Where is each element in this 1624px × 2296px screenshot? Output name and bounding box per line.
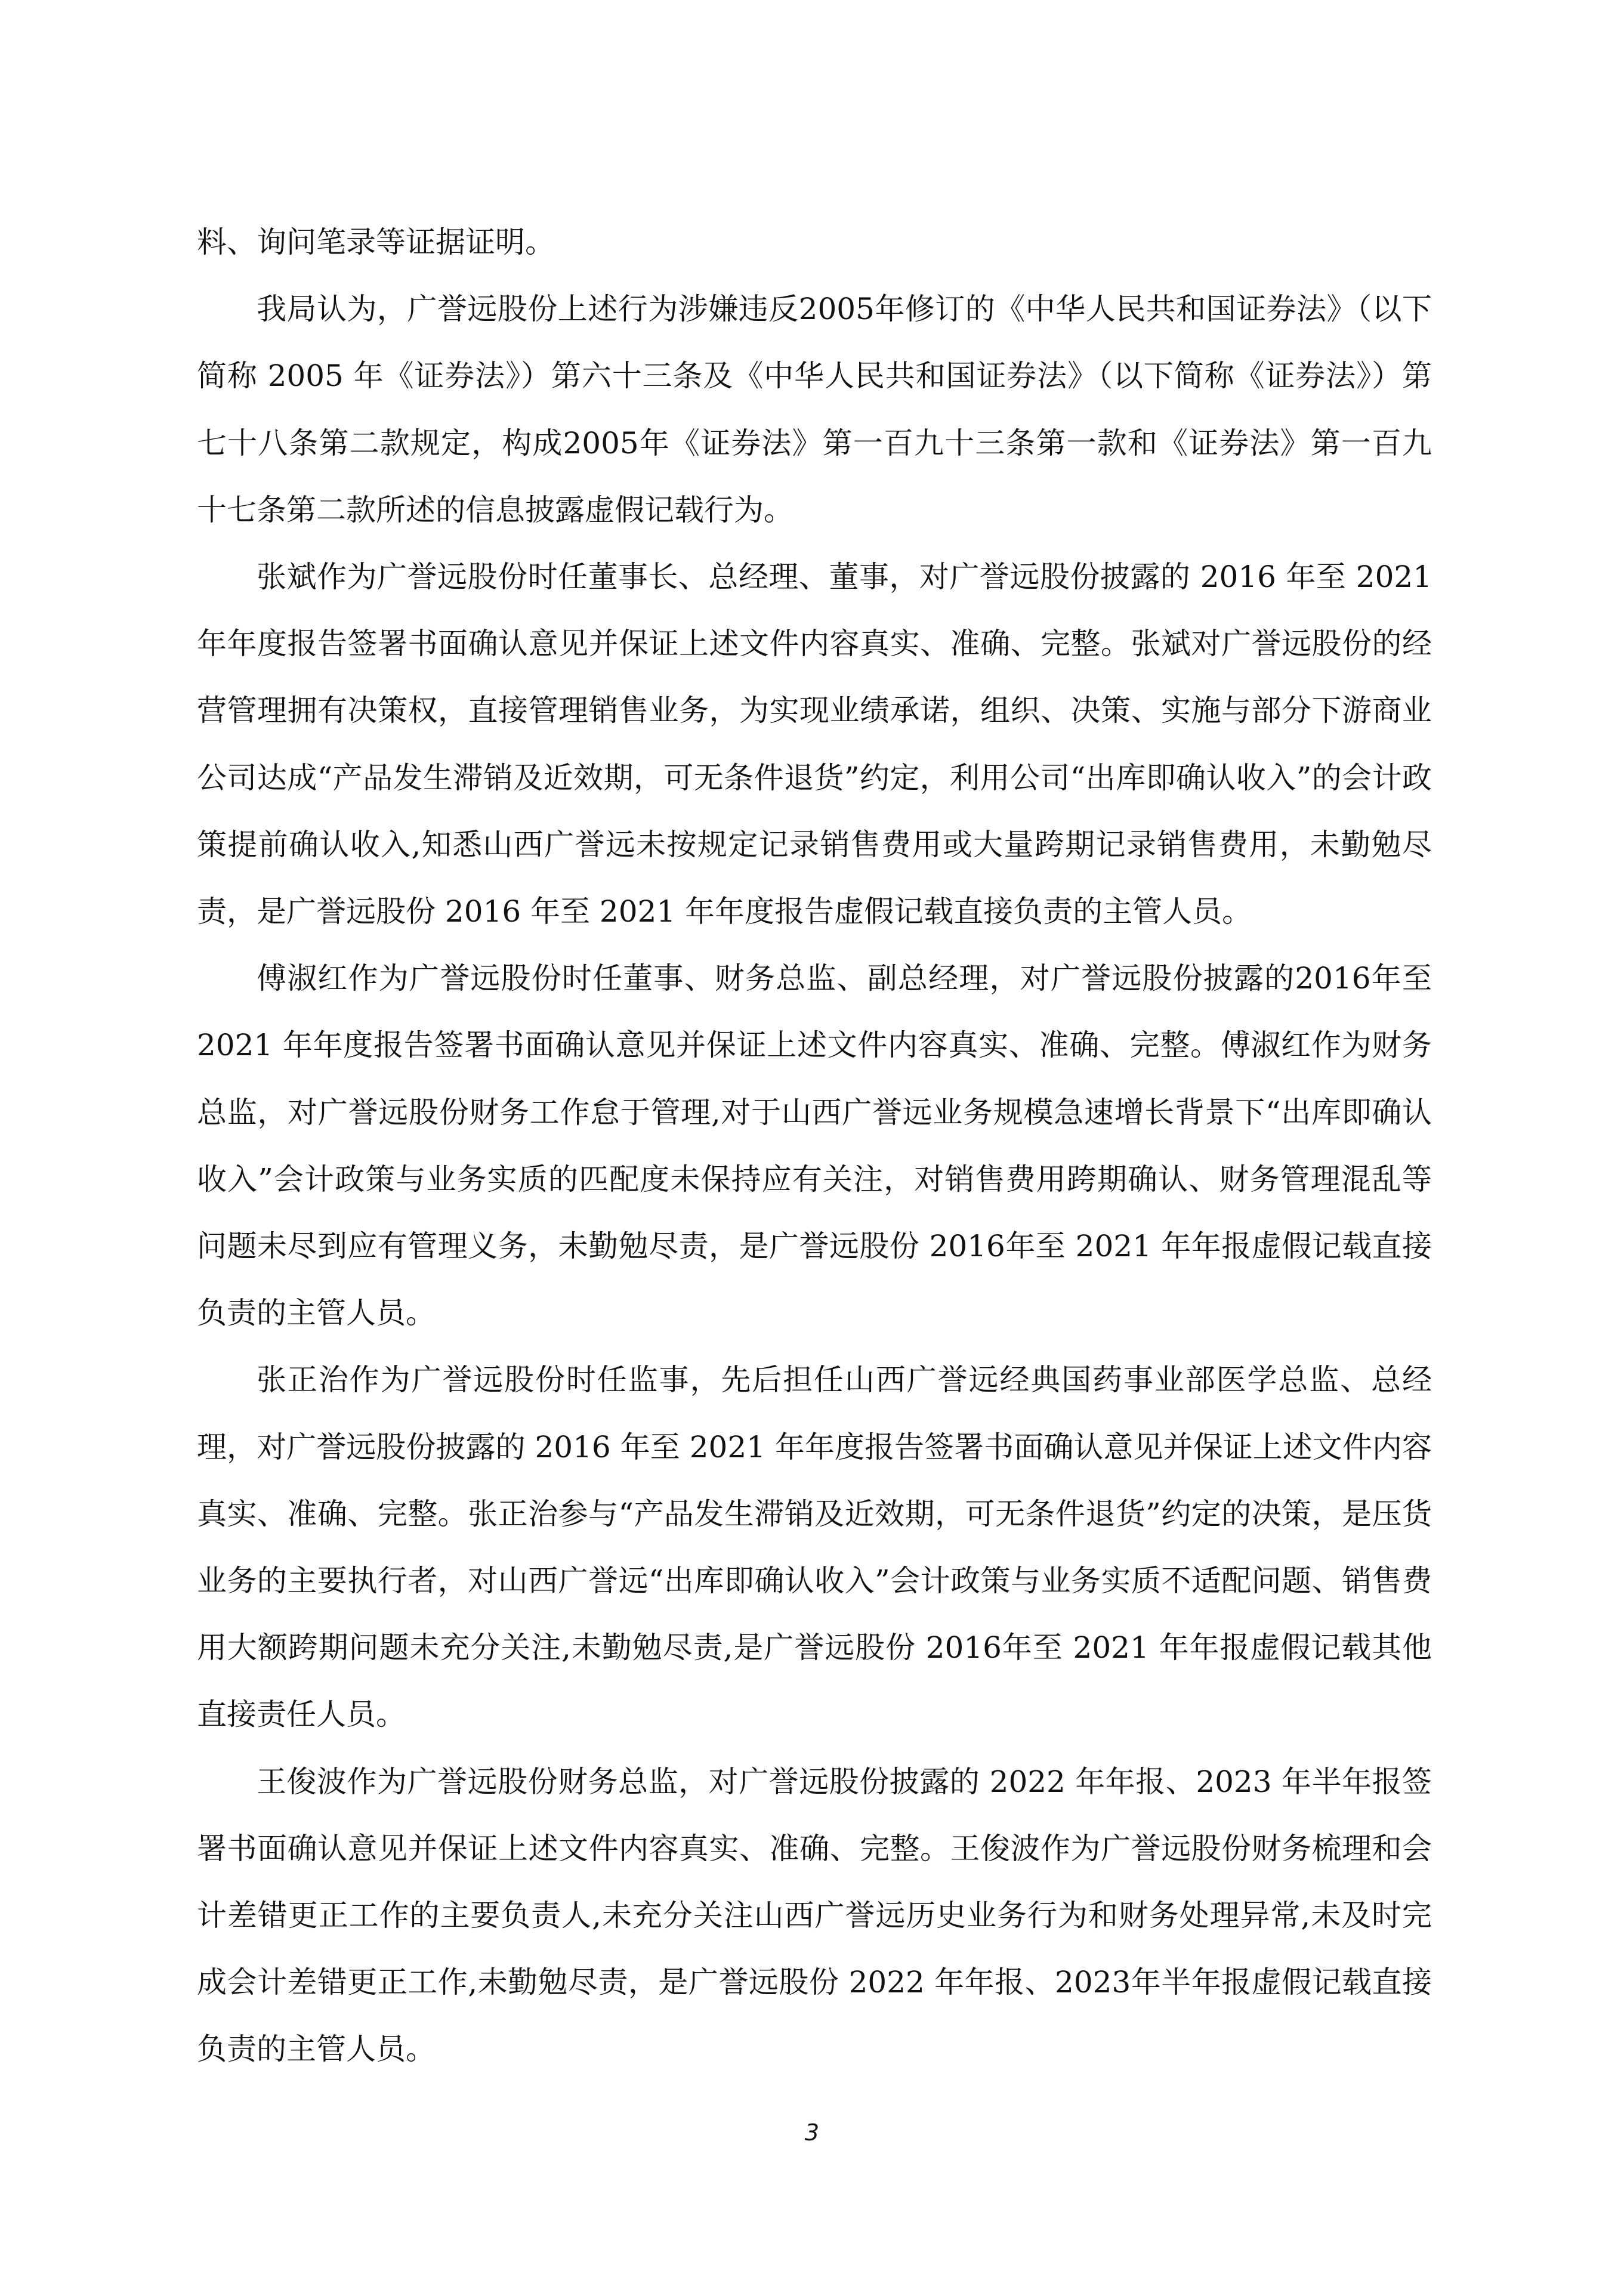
page-number: 3 [804,2119,820,2146]
paragraph-finding: 我局认为，广誉远股份上述行为涉嫌违反2005年修订的《中华人民共和国证券法》（以下简称 2005 年《证券法》）第六十三条及《中华人民共和国证券法》（以下简称《证券法》）第七十八条第二款规定，构成2005年《证券法》第一百九十三条第一款和《证券法》第一百九十七条第二款所述的信息披露虚假记载行为。 [197,292,1432,527]
paragraph-wang-junbo: 王俊波作为广誉远股份财务总监，对广誉远股份披露的 2022 年年报、2023 年半年报签署书面确认意见并保证上述文件内容真实、准确、完整。王俊波作为广誉远股份财务梳理和会计差错更正工作的主要负责人,未充分关注山西广誉远历史业务行为和财务处理异常,未及时完成会计差错更正工作,未勤勉尽责，是广誉远股份 2022 年年报、2023年半年报虚假记载直接负责的主管人员。 [197,1764,1432,2067]
paragraph-zhang-zhengzhi: 张正治作为广誉远股份时任监事，先后担任山西广誉远经典国药事业部医学总监、总经理，对广誉远股份披露的 2016 年至 2021 年年度报告签署书面确认意见并保证上述文件内容真实、准确、完整。张正治参与“产品发生滞销及近效期，可无条件退货”约定的决策，是压货业务的主要执行者，对山西广誉远“出库即确认收入”会计政策与业务实质不适配问题、销售费用大额跨期问题未充分关注,未勤勉尽责,是广誉远股份 2016年至 2021 年年报虚假记载其他直接责任人员。 [197,1362,1432,1732]
paragraph-fu-shuhong: 傅淑红作为广誉远股份时任董事、财务总监、副总经理，对广誉远股份披露的2016年至 2021 年年度报告签署书面确认意见并保证上述文件内容真实、准确、完整。傅淑红作为财务总监，对广誉远股份财务工作怠于管理,对于山西广誉远业务规模急速增长背景下“出库即确认收入”会计政策与业务实质的匹配度未保持应有关注，对销售费用跨期确认、财务管理混乱等问题未尽到应有管理义务，未勤勉尽责，是广誉远股份 2016年至 2021 年年报虚假记载直接负责的主管人员。 [197,961,1432,1331]
document-body [197,209,1432,2083]
paragraph-continuation: 料、询问笔录等证据证明。 [197,225,555,259]
paragraph-zhang-bin: 张斌作为广誉远股份时任董事长、总经理、董事，对广誉远股份披露的 2016 年至 2021年年度报告签署书面确认意见并保证上述文件内容真实、准确、完整。张斌对广誉远股份的经营管理拥有决策权，直接管理销售业务，为实现业绩承诺，组织、决策、实施与部分下游商业公司达成“产品发生滞销及近效期，可无条件退货”约定，利用公司“出库即确认收入”的会计政策提前确认收入,知悉山西广誉远未按规定记录销售费用或大量跨期记录销售费用，未勤勉尽责，是广誉远股份 2016 年至 2021 年年度报告虚假记载直接负责的主管人员。 [197,560,1432,929]
